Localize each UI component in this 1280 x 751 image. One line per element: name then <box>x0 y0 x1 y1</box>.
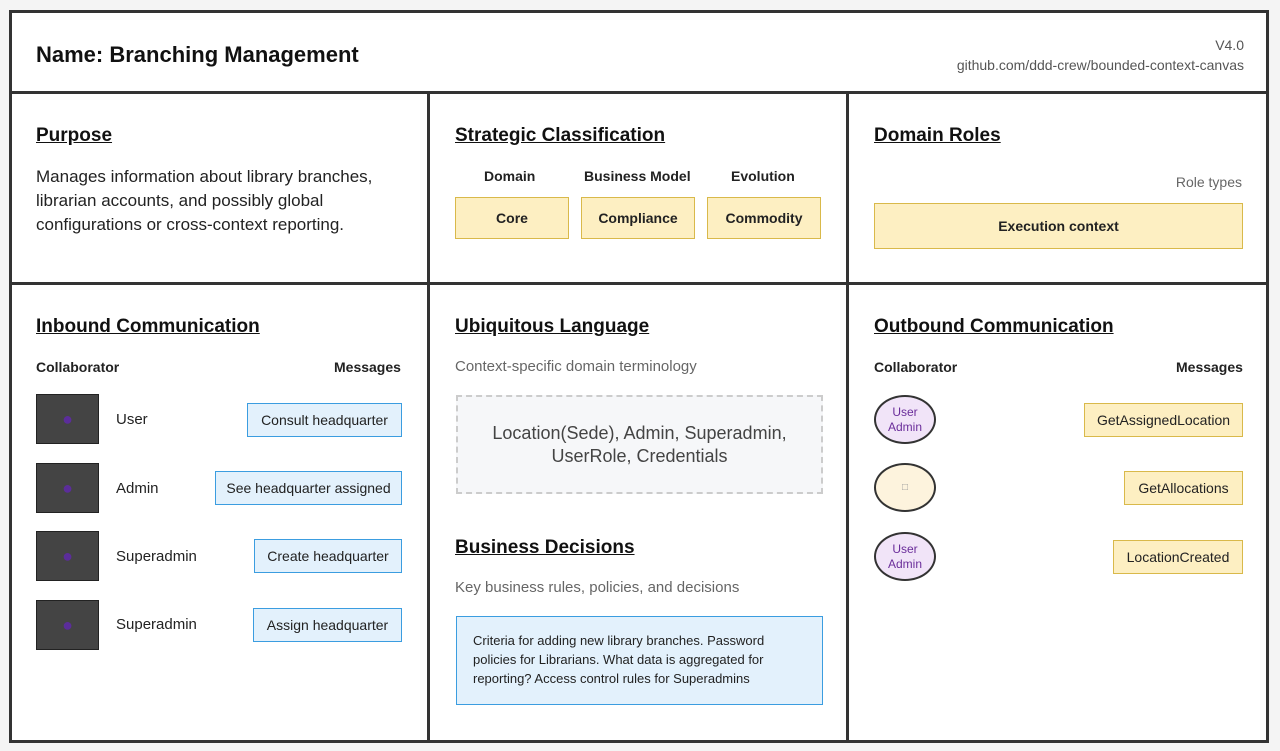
document-icon: □ <box>901 482 909 493</box>
inbound-heading: Inbound Communication <box>36 316 260 337</box>
domain-label: Domain <box>484 168 536 184</box>
context-name: Name: Branching Management <box>36 42 359 67</box>
collaborator-name: Superadmin <box>116 548 197 565</box>
business-model-value[interactable]: Compliance <box>581 197 695 239</box>
collaborator-avatar[interactable] <box>36 463 99 513</box>
outbound-collaborator[interactable]: User Admin <box>874 395 936 444</box>
collaborator-avatar[interactable] <box>36 600 99 650</box>
business-heading: Business Decisions <box>455 537 635 558</box>
inbound-message[interactable]: Assign headquarter <box>253 608 402 642</box>
role-box[interactable]: Execution context <box>874 203 1243 249</box>
divider <box>427 94 430 740</box>
person-icon: ● <box>62 477 73 498</box>
evolution-label: Evolution <box>731 168 795 184</box>
source-link[interactable]: github.com/ddd-crew/bounded-context-canvas <box>956 57 1244 73</box>
inbound-collaborator-label: Collaborator <box>36 359 120 375</box>
collaborator-name: Superadmin <box>116 616 197 633</box>
outbound-message[interactable]: LocationCreated <box>1113 540 1243 574</box>
outbound-collaborator[interactable]: User Admin <box>874 532 936 581</box>
divider <box>846 94 849 740</box>
outbound-message[interactable]: GetAllocations <box>1124 471 1243 505</box>
collaborator-name: Admin <box>116 480 159 497</box>
inbound-messages-label: Messages <box>334 359 401 375</box>
domain-roles-heading: Domain Roles <box>874 125 1001 146</box>
business-model-label: Business Model <box>584 168 691 184</box>
domain-value[interactable]: Core <box>455 197 569 239</box>
bounded-context-canvas <box>9 10 1269 743</box>
ubiquitous-subtitle: Context-specific domain terminology <box>455 358 697 375</box>
inbound-message[interactable]: Create headquarter <box>254 539 402 573</box>
divider <box>12 282 1266 285</box>
outbound-collaborator[interactable] <box>874 463 936 512</box>
person-icon: ● <box>62 545 73 566</box>
collaborator-name: User <box>116 411 148 428</box>
outbound-messages-label: Messages <box>1176 359 1243 375</box>
collaborator-avatar[interactable] <box>36 531 99 581</box>
role-types-label: Role types <box>1175 174 1242 190</box>
purpose-text: Manages information about library branches, librarian accounts, and possibly global configurations or cross-context reporting. <box>36 167 373 234</box>
evolution-value[interactable]: Commodity <box>707 197 821 239</box>
canvas-header <box>12 13 1266 94</box>
version-info <box>957 35 1244 75</box>
purpose-heading: Purpose <box>36 125 113 146</box>
business-subtitle: Key business rules, policies, and decisions <box>455 579 740 596</box>
version-label: V4.0 <box>1215 37 1244 53</box>
outbound-heading: Outbound Communication <box>874 316 1114 337</box>
person-icon: ● <box>62 408 73 429</box>
outbound-collaborator-label: Collaborator <box>874 359 958 375</box>
strategic-heading: Strategic Classification <box>455 125 666 146</box>
ubiquitous-heading: Ubiquitous Language <box>455 316 650 337</box>
outbound-message[interactable]: GetAssignedLocation <box>1084 403 1243 437</box>
business-decisions-box[interactable]: Criteria for adding new library branches. Password policies for Librarians. What data is aggregated for reporting? Access control rules for Superadmins <box>456 616 823 705</box>
inbound-message[interactable]: See headquarter assigned <box>215 471 402 505</box>
ubiquitous-terms[interactable]: Location(Sede), Admin, Superadmin, UserRole, Credentials <box>456 395 823 494</box>
person-icon: ● <box>62 614 73 635</box>
inbound-message[interactable]: Consult headquarter <box>247 403 402 437</box>
collaborator-avatar[interactable] <box>36 394 99 444</box>
